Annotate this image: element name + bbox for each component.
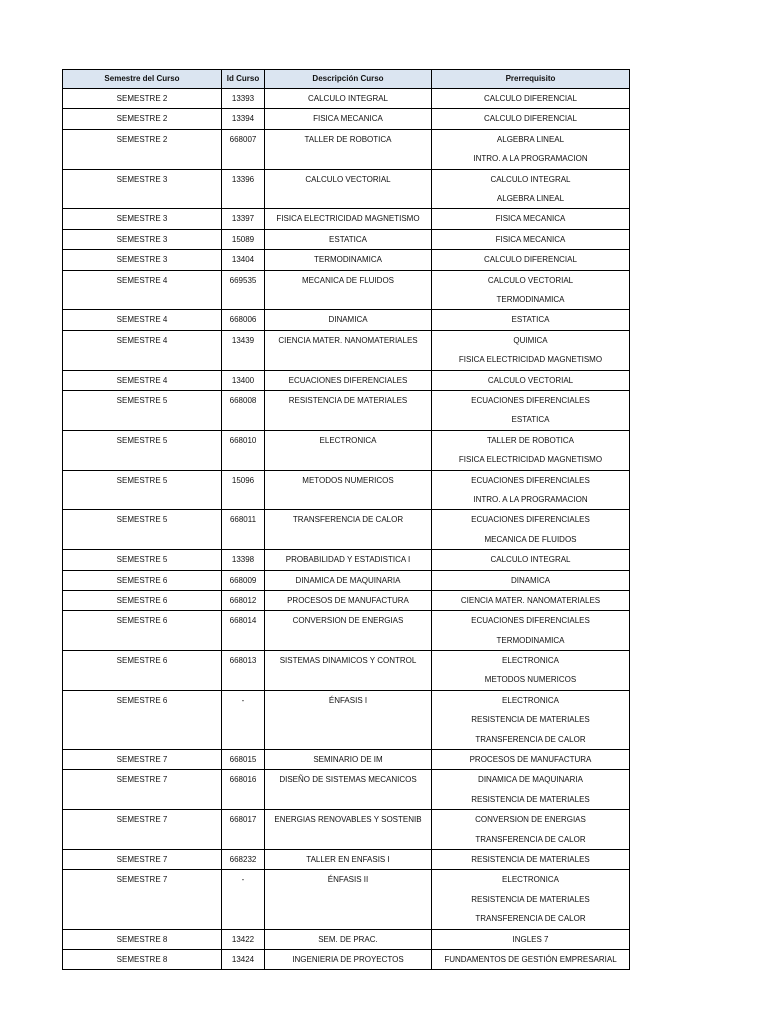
prerrequisito-cell: [432, 209, 630, 229]
id-curso-cell: 669535: [222, 270, 265, 310]
table-row: [63, 330, 630, 370]
prerrequisito-item: ESTATICA: [511, 415, 550, 425]
prerrequisito-cell: [432, 169, 630, 209]
prerrequisito-item: TRANSFERENCIA DE CALOR: [475, 914, 586, 924]
id-curso-cell: 13397: [222, 209, 265, 229]
id-curso-cell: 13404: [222, 250, 265, 270]
table-row: [63, 929, 630, 949]
id-curso-cell: 13439: [222, 330, 265, 370]
semestre-cell: SEMESTRE 5: [63, 470, 222, 510]
id-curso-cell: 15096: [222, 470, 265, 510]
prerrequisito-cell: [432, 330, 630, 370]
prerrequisito-item: RESISTENCIA DE MATERIALES: [471, 894, 590, 904]
prerrequisito-cell: [432, 250, 630, 270]
descripcion-cell: PROBABILIDAD Y ESTADISTICA I: [265, 550, 432, 570]
prerrequisito-item: DINAMICA DE MAQUINARIA: [478, 775, 583, 785]
prerrequisito-item: INGLES 7: [512, 934, 549, 944]
prerrequisito-item: ECUACIONES DIFERENCIALES: [471, 515, 590, 525]
descripcion-cell: ÉNFASIS I: [265, 690, 432, 749]
prerrequisito-item: CALCULO DIFERENCIAL: [484, 255, 577, 265]
semestre-cell: SEMESTRE 7: [63, 750, 222, 770]
prerrequisito-item: CIENCIA MATER. NANOMATERIALES: [460, 595, 601, 605]
prerrequisito-item: METODOS NUMERICOS: [484, 675, 577, 685]
semestre-cell: SEMESTRE 7: [63, 770, 222, 810]
prerrequisito-cell: [432, 310, 630, 330]
id-curso-cell: 668014: [222, 611, 265, 651]
prerrequisito-item: TERMODINAMICA: [496, 294, 565, 304]
prerrequisito-cell: [432, 770, 630, 810]
table-row: [63, 770, 630, 810]
descripcion-cell: DISEÑO DE SISTEMAS MECANICOS: [265, 770, 432, 810]
table-row: [63, 510, 630, 550]
id-curso-cell: 13393: [222, 89, 265, 109]
prerrequisito-item: TALLER DE ROBOTICA: [487, 435, 574, 445]
descripcion-cell: ÉNFASIS II: [265, 870, 432, 929]
descripcion-cell: MECANICA DE FLUIDOS: [265, 270, 432, 310]
id-curso-cell: 13394: [222, 109, 265, 129]
table-row: [63, 390, 630, 430]
semestre-cell: SEMESTRE 3: [63, 250, 222, 270]
prerrequisito-item: ELECTRONICA: [502, 695, 559, 705]
prerrequisito-cell: [432, 390, 630, 430]
semestre-cell: SEMESTRE 4: [63, 370, 222, 390]
semestre-cell: SEMESTRE 6: [63, 570, 222, 590]
prerrequisito-item: TERMODINAMICA: [496, 635, 565, 645]
id-curso-cell: 668010: [222, 430, 265, 470]
prerrequisito-item: ALGEBRA LINEAL: [496, 134, 565, 144]
id-curso-cell: 668013: [222, 651, 265, 691]
semestre-cell: SEMESTRE 6: [63, 651, 222, 691]
table-row: [63, 209, 630, 229]
table-row: [63, 310, 630, 330]
prerrequisito-cell: [432, 370, 630, 390]
prerrequisito-item: ECUACIONES DIFERENCIALES: [471, 475, 590, 485]
prerrequisito-cell: [432, 550, 630, 570]
prerrequisito-item: CONVERSION DE ENERGIAS: [475, 815, 586, 825]
prerrequisito-item: FISICA MECANICA: [495, 214, 566, 224]
table-row: [63, 810, 630, 850]
prerrequisito-cell: [432, 430, 630, 470]
id-curso-cell: 15089: [222, 229, 265, 249]
table-row: [63, 550, 630, 570]
prerrequisito-item: TRANSFERENCIA DE CALOR: [475, 734, 586, 744]
descripcion-cell: FISICA MECANICA: [265, 109, 432, 129]
prerrequisito-cell: [432, 850, 630, 870]
descripcion-cell: METODOS NUMERICOS: [265, 470, 432, 510]
table-row: [63, 611, 630, 651]
prerrequisito-cell: [432, 950, 630, 970]
semestre-cell: SEMESTRE 8: [63, 950, 222, 970]
table-row: [63, 950, 630, 970]
id-curso-cell: 668015: [222, 750, 265, 770]
prerrequisito-cell: [432, 929, 630, 949]
semestre-cell: SEMESTRE 3: [63, 209, 222, 229]
prerrequisito-cell: [432, 270, 630, 310]
table-body: [63, 89, 630, 970]
prerrequisito-item: RESISTENCIA DE MATERIALES: [471, 855, 590, 865]
table-row: [63, 129, 630, 169]
descripcion-cell: TRANSFERENCIA DE CALOR: [265, 510, 432, 550]
prerrequisito-item: ECUACIONES DIFERENCIALES: [471, 616, 590, 626]
descripcion-cell: CONVERSION DE ENERGIAS: [265, 611, 432, 651]
table-row: [63, 690, 630, 749]
prerrequisito-item: FISICA ELECTRICIDAD MAGNETISMO: [458, 355, 603, 365]
prerrequisito-cell: [432, 570, 630, 590]
semestre-cell: SEMESTRE 2: [63, 89, 222, 109]
table-row: [63, 750, 630, 770]
descripcion-cell: SEM. DE PRAC.: [265, 929, 432, 949]
table-row: [63, 430, 630, 470]
prerrequisito-item: ELECTRONICA: [502, 875, 559, 885]
prerrequisito-cell: [432, 89, 630, 109]
semestre-cell: SEMESTRE 5: [63, 390, 222, 430]
id-curso-cell: 13396: [222, 169, 265, 209]
table-row: [63, 570, 630, 590]
prerrequisito-item: ESTATICA: [511, 315, 550, 325]
id-curso-cell: 668007: [222, 129, 265, 169]
descripcion-cell: CALCULO VECTORIAL: [265, 169, 432, 209]
prerrequisito-cell: [432, 590, 630, 610]
prerrequisito-item: DINAMICA: [510, 575, 551, 585]
semestre-cell: SEMESTRE 7: [63, 810, 222, 850]
descripcion-cell: ESTATICA: [265, 229, 432, 249]
prerrequisito-cell: [432, 810, 630, 850]
semestre-cell: SEMESTRE 6: [63, 611, 222, 651]
semestre-cell: SEMESTRE 7: [63, 870, 222, 929]
header-prerrequisito: Prerrequisito: [432, 70, 630, 89]
id-curso-cell: 13424: [222, 950, 265, 970]
id-curso-cell: 668017: [222, 810, 265, 850]
descripcion-cell: ENERGIAS RENOVABLES Y SOSTENIB: [265, 810, 432, 850]
prerrequisito-item: INTRO. A LA PROGRAMACION: [473, 494, 588, 504]
table-row: [63, 870, 630, 929]
id-curso-cell: 668008: [222, 390, 265, 430]
prerrequisito-item: ELECTRONICA: [502, 656, 559, 666]
prerrequisito-item: RESISTENCIA DE MATERIALES: [471, 794, 590, 804]
prerrequisito-item: TRANSFERENCIA DE CALOR: [475, 834, 586, 844]
course-table: [62, 69, 630, 970]
prerrequisito-item: RESISTENCIA DE MATERIALES: [471, 715, 590, 725]
prerrequisito-item: CALCULO VECTORIAL: [487, 275, 574, 285]
table-row: [63, 89, 630, 109]
prerrequisito-item: CALCULO DIFERENCIAL: [484, 114, 577, 124]
descripcion-cell: SEMINARIO DE IM: [265, 750, 432, 770]
semestre-cell: SEMESTRE 5: [63, 550, 222, 570]
prerrequisito-item: ECUACIONES DIFERENCIALES: [471, 395, 590, 405]
id-curso-cell: 13400: [222, 370, 265, 390]
descripcion-cell: INGENIERIA DE PROYECTOS: [265, 950, 432, 970]
descripcion-cell: RESISTENCIA DE MATERIALES: [265, 390, 432, 430]
prerrequisito-item: ALGEBRA LINEAL: [496, 193, 565, 203]
table-row: [63, 370, 630, 390]
descripcion-cell: PROCESOS DE MANUFACTURA: [265, 590, 432, 610]
semestre-cell: SEMESTRE 3: [63, 229, 222, 249]
descripcion-cell: TERMODINAMICA: [265, 250, 432, 270]
prerrequisito-item: CALCULO VECTORIAL: [487, 375, 574, 385]
descripcion-cell: CALCULO INTEGRAL: [265, 89, 432, 109]
prerrequisito-item: FISICA ELECTRICIDAD MAGNETISMO: [458, 455, 603, 465]
header-semestre: Semestre del Curso: [63, 70, 222, 89]
semestre-cell: SEMESTRE 4: [63, 270, 222, 310]
prerrequisito-item: QUIMICA: [513, 335, 548, 345]
table-row: [63, 470, 630, 510]
prerrequisito-cell: [432, 611, 630, 651]
semestre-cell: SEMESTRE 6: [63, 690, 222, 749]
descripcion-cell: SISTEMAS DINAMICOS Y CONTROL: [265, 651, 432, 691]
prerrequisito-cell: [432, 690, 630, 749]
prerrequisito-cell: [432, 750, 630, 770]
id-curso-cell: 668011: [222, 510, 265, 550]
prerrequisito-item: CALCULO DIFERENCIAL: [484, 94, 577, 103]
prerrequisito-cell: [432, 470, 630, 510]
id-curso-cell: 13422: [222, 929, 265, 949]
semestre-cell: SEMESTRE 6: [63, 590, 222, 610]
descripcion-cell: FISICA ELECTRICIDAD MAGNETISMO: [265, 209, 432, 229]
table-row: [63, 590, 630, 610]
id-curso-cell: -: [222, 690, 265, 749]
prerrequisito-cell: [432, 229, 630, 249]
descripcion-cell: ECUACIONES DIFERENCIALES: [265, 370, 432, 390]
id-curso-cell: 668016: [222, 770, 265, 810]
prerrequisito-item: FISICA MECANICA: [495, 234, 566, 244]
table-row: [63, 850, 630, 870]
prerrequisito-cell: [432, 510, 630, 550]
semestre-cell: SEMESTRE 4: [63, 310, 222, 330]
semestre-cell: SEMESTRE 4: [63, 330, 222, 370]
prerrequisito-item: INTRO. A LA PROGRAMACION: [473, 154, 588, 164]
semestre-cell: SEMESTRE 5: [63, 510, 222, 550]
descripcion-cell: DINAMICA DE MAQUINARIA: [265, 570, 432, 590]
descripcion-cell: TALLER EN ENFASIS I: [265, 850, 432, 870]
header-descripcion: Descripción Curso: [265, 70, 432, 89]
semestre-cell: SEMESTRE 5: [63, 430, 222, 470]
table-row: [63, 250, 630, 270]
descripcion-cell: TALLER DE ROBOTICA: [265, 129, 432, 169]
table-row: [63, 229, 630, 249]
prerrequisito-item: CALCULO INTEGRAL: [490, 174, 571, 184]
table-row: [63, 270, 630, 310]
header-id-curso: Id Curso: [222, 70, 265, 89]
prerrequisito-item: CALCULO INTEGRAL: [490, 555, 571, 565]
prerrequisito-cell: [432, 129, 630, 169]
semestre-cell: SEMESTRE 7: [63, 850, 222, 870]
id-curso-cell: 668009: [222, 570, 265, 590]
semestre-cell: SEMESTRE 2: [63, 129, 222, 169]
table-row: [63, 169, 630, 209]
semestre-cell: SEMESTRE 3: [63, 169, 222, 209]
table-row: [63, 109, 630, 129]
prerrequisito-cell: [432, 651, 630, 691]
prerrequisito-cell: [432, 109, 630, 129]
id-curso-cell: 668006: [222, 310, 265, 330]
prerrequisito-item: FUNDAMENTOS DE GESTIÓN EMPRESARIAL: [444, 955, 617, 964]
prerrequisito-cell: [432, 870, 630, 929]
descripcion-cell: DINAMICA: [265, 310, 432, 330]
header-row: [63, 70, 630, 89]
descripcion-cell: ELECTRONICA: [265, 430, 432, 470]
semestre-cell: SEMESTRE 8: [63, 929, 222, 949]
id-curso-cell: -: [222, 870, 265, 929]
prerrequisito-item: MECANICA DE FLUIDOS: [484, 534, 577, 544]
table-row: [63, 651, 630, 691]
prerrequisito-item: PROCESOS DE MANUFACTURA: [469, 755, 592, 765]
id-curso-cell: 668232: [222, 850, 265, 870]
semestre-cell: SEMESTRE 2: [63, 109, 222, 129]
id-curso-cell: 13398: [222, 550, 265, 570]
id-curso-cell: 668012: [222, 590, 265, 610]
descripcion-cell: CIENCIA MATER. NANOMATERIALES: [265, 330, 432, 370]
